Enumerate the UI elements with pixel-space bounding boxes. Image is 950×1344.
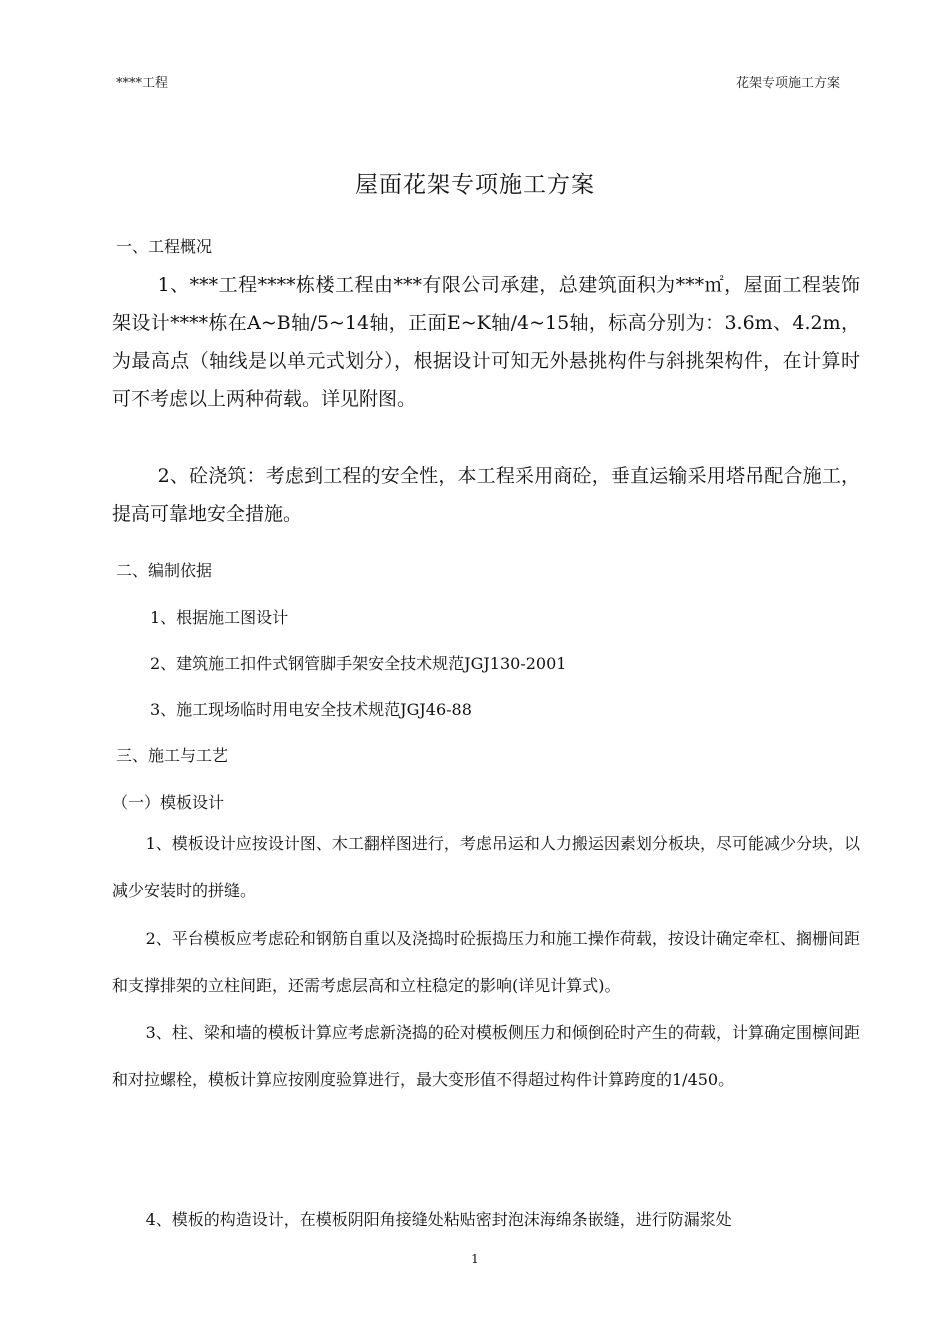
section-3-paragraph-1: 1、模板设计应按设计图、木工翻样图进行，考虑吊运和人力搬运因素划分板块，尽可能减少分块，以减少安装时的拼缝。 [112, 834, 860, 900]
section-3-paragraph-2: 2、平台模板应考虑砼和钢筋自重以及浇捣时砼振捣压力和施工操作荷载，按设计确定牵杠、搁栅间距和支撑排架的立柱间距，还需考虑层高和立柱稳定的影响(详见计算式)。 [112, 929, 860, 995]
section-1-paragraph-1: 1、***工程****栋楼工程由***有限公司承建，总建筑面积为***㎡，屋面工程装饰架设计****栋在A~B轴/5~14轴，正面E~K轴/4~15轴，标高分别为：3.6m、4.2m，为最高点（轴线是以单元式划分），根据设计可知无外悬挑构件与斜挑架构件，在计算时可不考虑以上两种荷载。详见附图。 [112, 274, 860, 410]
header-project-name: ****工程 [116, 76, 169, 91]
section-1-heading: 一、工程概况 [116, 237, 213, 256]
header-document-name: 花架专项施工方案 [735, 76, 840, 91]
section-2-heading: 二、编制依据 [116, 561, 213, 580]
section-3-heading: 三、施工与工艺 [116, 746, 229, 765]
basis-item-2: 2、建筑施工扣件式钢管脚手架安全技术规范JGJ130-2001 [150, 654, 567, 673]
basis-item-3: 3、施工现场临时用电安全技术规范JGJ46-88 [150, 700, 472, 719]
subsection-template-design: （一）模板设计 [112, 793, 225, 812]
section-1-paragraph-2: 2、砼浇筑：考虑到工程的安全性，本工程采用商砼，垂直运输采用塔吊配合施工，提高可靠地安全措施。 [112, 465, 860, 525]
document-title: 屋面花架专项施工方案 [355, 172, 595, 198]
section-3-paragraph-4: 4、模板的构造设计，在模板阴阳角接缝处粘贴密封泡沫海绵条嵌缝，进行防漏浆处 [145, 1210, 732, 1229]
page-number: 1 [471, 1252, 479, 1266]
section-3-paragraph-3: 3、柱、梁和墙的模板计算应考虑新浇捣的砼对模板侧压力和倾倒砼时产生的荷载，计算确定围檩间距和对拉螺栓，模板计算应按刚度验算进行，最大变形值不得超过构件计算跨度的1/450。 [112, 1023, 860, 1089]
basis-item-1: 1、根据施工图设计 [150, 608, 289, 627]
